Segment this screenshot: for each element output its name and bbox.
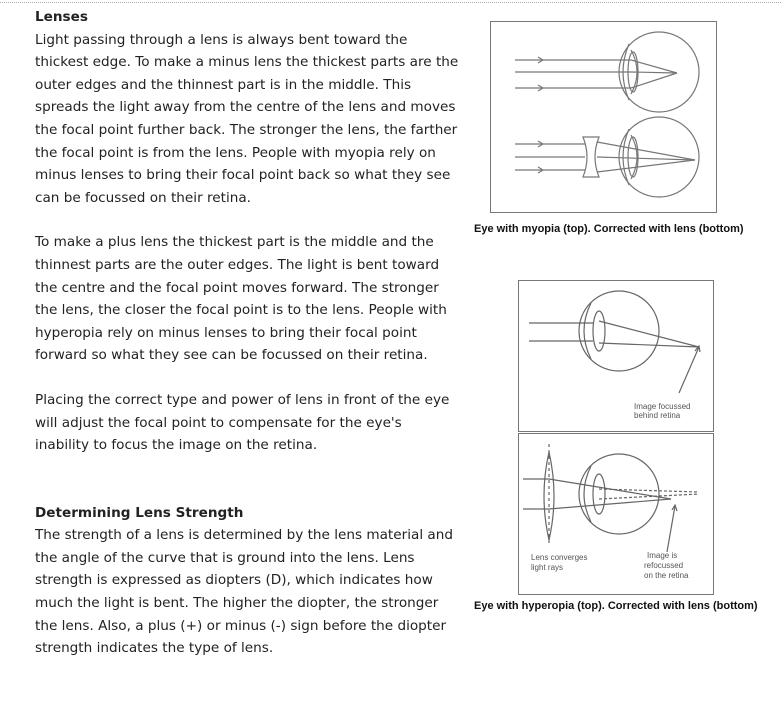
lenses-paragraph-1: Light passing through a lens is always bent toward the thickest edge. To make a minus lens the thickest parts are the outer edges and the thinnest part is in the middle. This spreads the light away from the centre of the lens and moves the focal point further back. The stronger the lens, the farther the focal point is from the lens. People with myopia rely on minus lenses to bring their focal point back so what they see can be focussed on their retina. <box>35 31 459 206</box>
myopia-eye-corrected <box>515 117 699 197</box>
spacer <box>35 209 460 231</box>
strength-heading: Determining Lens Strength <box>35 504 244 521</box>
text-column <box>35 6 460 660</box>
spacer <box>35 457 460 502</box>
top-divider <box>0 2 781 3</box>
hyperopia-figure-bottom <box>518 433 714 595</box>
myopia-diagram <box>491 22 716 212</box>
converges-label-1: Lens converges <box>531 553 588 562</box>
behind-retina-label-1: Image focussed <box>634 402 691 411</box>
myopia-caption: Eye with myopia (top). Corrected with lens (bottom) <box>474 223 744 235</box>
refocussed-label-3: on the retina <box>644 571 689 580</box>
hyperopia-diagram-top <box>519 281 713 431</box>
spacer <box>35 367 460 389</box>
behind-retina-label-2: behind retina <box>634 411 681 420</box>
strength-paragraph: The strength of a lens is determined by the lens material and the angle of the curve that is ground into the lens. Lens strength is expressed as diopters (D), which indicates how much the light is bent. The higher the diopter, the stronger the lens. Also, a plus (+) or minus (-) sign before the diopter strength indicates the type of lens. <box>35 527 453 657</box>
hyperopia-figure-top <box>518 280 714 432</box>
refocussed-label-1: Image is <box>647 551 678 560</box>
lenses-paragraph-2: To make a plus lens the thickest part is the middle and the thinnest parts are the outer edges. The light is bent toward the centre and the focal point moves forward. The stronger the lens, the closer the focal point is to the lens. People with hyperopia rely on minus lenses to bring their focal point forward so what they see can be focussed on their retina. <box>35 234 447 364</box>
hyperopia-diagram-bottom <box>519 434 713 594</box>
lenses-paragraph-3: Placing the correct type and power of lens in front of the eye will adjust the focal point to compensate for the eye's inability to focus the image on the retina. <box>35 391 450 454</box>
myopia-eye-top <box>515 32 699 112</box>
hyperopia-caption: Eye with hyperopia (top). Corrected with lens (bottom) <box>474 600 758 612</box>
myopia-figure <box>490 21 717 213</box>
plus-lens <box>544 452 554 540</box>
refocussed-label-2: refocussed <box>644 561 684 570</box>
minus-lens <box>583 137 599 177</box>
lenses-heading: Lenses <box>35 9 88 25</box>
converges-label-2: light rays <box>531 563 564 572</box>
